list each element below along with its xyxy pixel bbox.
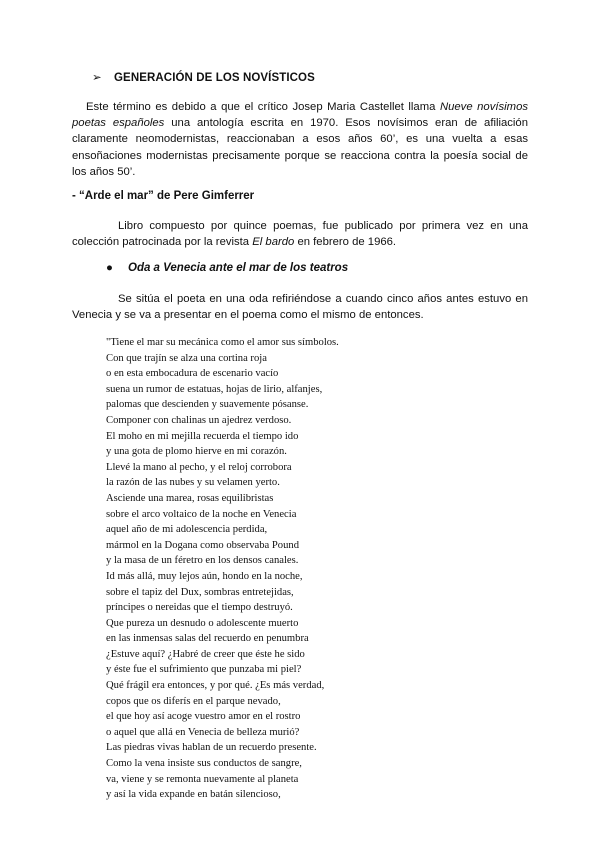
poem-line: Asciende una marea, rosas equilibristas xyxy=(106,492,274,504)
poem-line: "Tiene el mar su mecánica como el amor sus símbolos. xyxy=(106,337,339,348)
poem-line: Las piedras vivas hablan de un recuerdo presente. xyxy=(106,742,317,754)
section-title: GENERACIÓN DE LOS NOVÍSTICOS xyxy=(114,72,315,84)
poem-line: copos que os diferís en el parque nevado, xyxy=(106,695,281,707)
poem-line: palomas que descienden y suavemente pósanse. xyxy=(106,399,309,411)
poem-line: en las inmensas salas del recuerdo en penumbra xyxy=(106,633,309,645)
poem-line: príncipes o nereidas que el tiempo destruyó. xyxy=(106,602,293,614)
poem-line: Qué frágil era entonces, y por qué. ¿Es más verdad, xyxy=(106,680,325,692)
poem-line: mármol en la Dogana como observaba Pound xyxy=(106,539,299,551)
poem-line: o aquel que allá en Venecia de belleza murió? xyxy=(106,726,300,738)
poem-line: y éste fue el sufrimiento que punzaba mi piel? xyxy=(106,664,302,676)
poem-line: la razón de las nubes y su velamen yerto. xyxy=(106,477,280,489)
book-description xyxy=(72,218,528,250)
intro-text-1: Este término es debido a que el crítico Josep Maria Castellet llama xyxy=(86,101,440,113)
magazine-title: El bardo xyxy=(252,236,295,249)
poem-line: Como la vena insiste sus conductos de sangre, xyxy=(106,758,302,770)
poem-line: Con que trajín se alza una cortina roja xyxy=(106,352,267,364)
bullet-dot-icon: ● xyxy=(106,262,113,274)
poem-line: Llevé la mano al pecho, y el reloj corrobora xyxy=(106,461,292,473)
anthology-title: Nueve novísimos poetas españoles xyxy=(72,101,528,130)
poem-line: o en esta embocadura de escenario vacío xyxy=(106,368,279,380)
poem-line: sobre el arco voltaico de la noche en Venecia xyxy=(106,508,297,520)
poem-description: Se sitúa el poeta en una oda refiriéndose a cuando cinco años antes estuvo en Venecia y se va a presentar en el poema como el mismo de entonces. xyxy=(72,293,528,322)
poem-line: suena un rumor de estatuas, hojas de lirio, alfanjes, xyxy=(106,383,323,395)
poem-line: aquel año de mi adolescencia perdida, xyxy=(106,524,268,536)
book-desc-text-2: en febrero de 1966. xyxy=(294,236,397,249)
poem-line: Id más allá, muy lejos aún, hondo en la noche, xyxy=(106,570,303,582)
poem-text xyxy=(106,335,339,803)
intro-text-2: una antología escrita en 1970. Esos novísimos eran de afiliación claramente neomodernistas, reaccionaban a esos años 60’, es una vuelta a esas ensoñaciones modernistas precisamente porque se reacciona contra la poesía social de los años 50’. xyxy=(72,117,528,178)
poem-heading xyxy=(106,262,348,274)
arrow-bullet-icon: ➢ xyxy=(92,72,102,84)
intro-paragraph xyxy=(72,99,528,180)
poem-line: el que hoy así acoge vuestro amor en el rostro xyxy=(106,711,301,723)
poem-line: sobre el tapiz del Dux, sombras entretejidas, xyxy=(106,586,294,598)
poem-line: y así la vida expande en batán silencioso, xyxy=(106,789,281,801)
poem-line: El moho en mi mejilla recuerda el tiempo ido xyxy=(106,430,299,442)
poem-line: ¿Estuve aquí? ¿Habré de creer que éste he sido xyxy=(106,648,305,660)
poem-line: y la masa de un féretro en los densos canales. xyxy=(106,555,299,567)
poem-title: Oda a Venecia ante el mar de los teatros xyxy=(128,262,349,274)
poem-line: va, viene y se remonta nuevamente al planeta xyxy=(106,773,299,785)
section-heading xyxy=(92,70,315,84)
book-heading: - “Arde el mar” de Pere Gimferrer xyxy=(72,190,255,202)
book-desc-text-1: Libro compuesto por quince poemas, fue publicado por primera vez en una colección patrocinada por la revista xyxy=(72,220,528,249)
poem-line: y una gota de plomo hierve en mi corazón. xyxy=(106,446,287,458)
poem-line: Componer con chalinas un ajedrez verdoso. xyxy=(106,414,292,426)
poem-line: Que pureza un desnudo o adolescente muerto xyxy=(106,617,299,629)
